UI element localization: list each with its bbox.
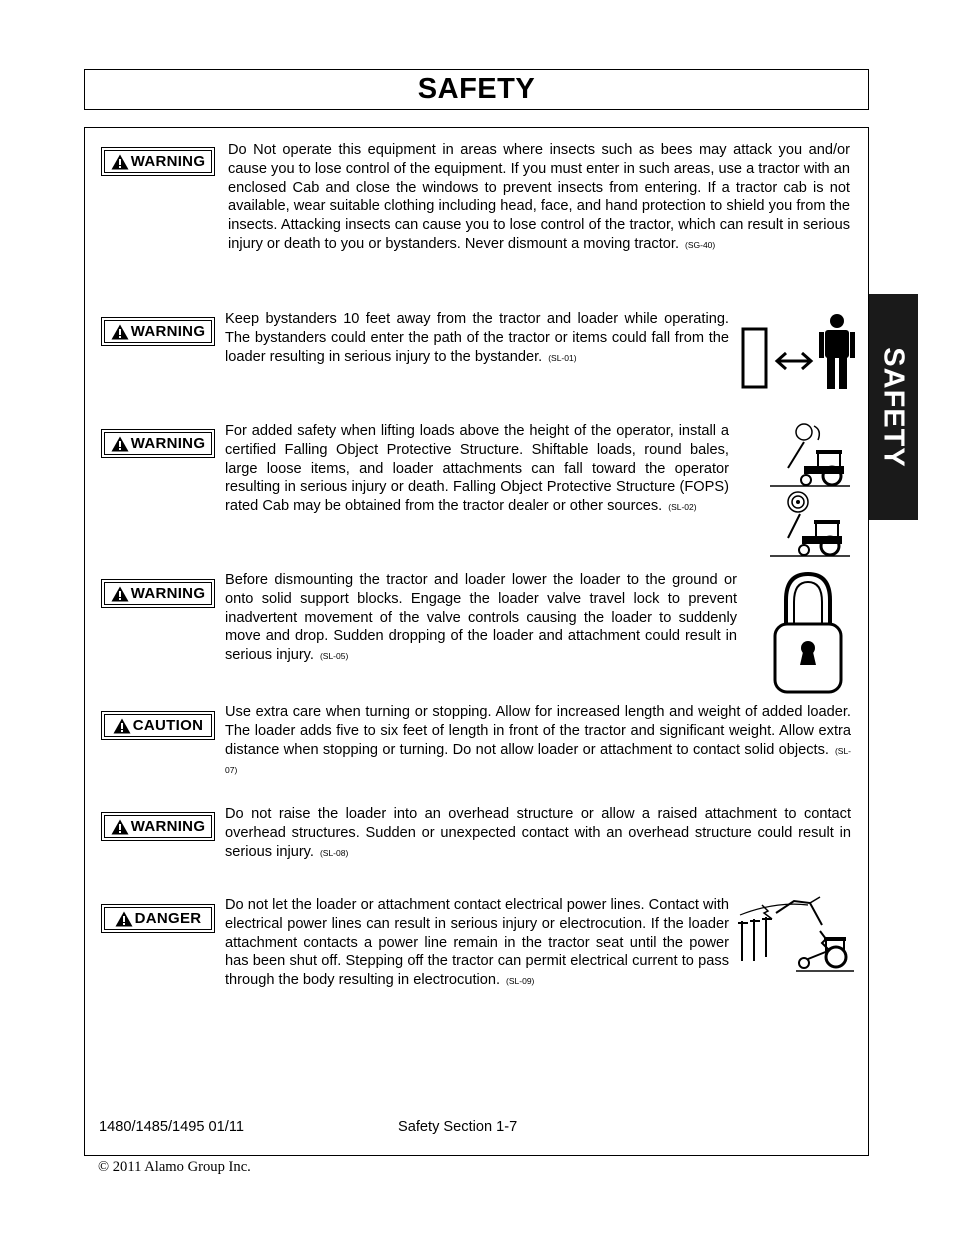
message-code: (SG-40) — [685, 239, 716, 250]
page-header — [84, 69, 869, 110]
falling-object-tractor-icon — [768, 420, 853, 560]
bystander-distance-icon — [740, 312, 855, 392]
alert-triangle-icon — [111, 586, 129, 602]
message-text: Use extra care when turning or stopping. Allow for increased length and weight of added loader. The loader adds five to six feet of length in front of the tractor and significant weight. Allow extra distance when stopping or turning. Do not allow loader or attachment to contact solid objects. — [225, 704, 851, 758]
message-text: For added safety when lifting loads above the height of the operator, install a certified Falling Object Protective Structure. Shiftable loads, round bales, large loose items, and loader attachments can fall toward the operator resulting in serious injury or death. Falling Object Protective Structure (FOPS) rated Cab may be obtained from the tractor dealer or other sources. — [225, 423, 729, 515]
safety-message — [225, 896, 729, 991]
alert-triangle-icon — [113, 718, 131, 734]
signal-word: WARNING — [130, 585, 206, 602]
section-tab-label: SAFETY — [878, 346, 910, 468]
model-date: 1480/1485/1495 01/11 — [99, 1119, 244, 1135]
danger-badge — [101, 904, 215, 933]
message-text: Before dismounting the tractor and loader lower the loader to the ground or onto solid support blocks. Engage the loader valve travel lock to prevent inadvertent movement of the valve controls causing the loader to suddenly move and drop. Sudden dropping of the loader and attachment could result in serious injury. — [225, 572, 737, 664]
alert-triangle-icon — [115, 911, 133, 927]
alert-triangle-icon — [111, 819, 129, 835]
warning-badge — [101, 429, 215, 458]
message-code: (SL-01) — [548, 352, 577, 363]
message-code: (SL-09) — [506, 976, 535, 987]
message-code: (SL-02) — [668, 502, 697, 513]
safety-message — [225, 703, 851, 780]
warning-badge — [101, 147, 215, 176]
message-text: Do not let the loader or attachment contact electrical power lines. Contact with electrical power lines can result in serious injury or electrocution. If the loader attachment contacts a power line remain in the tractor seat until the power has been shut off. Stepping off the tractor can permit electrical current to pass through the body resulting in electrocution. — [225, 897, 729, 989]
alert-triangle-icon — [111, 436, 129, 452]
message-code: (SL-05) — [319, 651, 349, 662]
message-text: Keep bystanders 10 feet away from the tractor and loader while operating. The bystanders could enter the path of the tractor or items could fall from the loader resulting in serious injury to the bystander. — [225, 311, 729, 365]
copyright: © 2011 Alamo Group Inc. — [98, 1159, 251, 1175]
warning-badge — [101, 579, 215, 608]
power-line-electrocution-icon — [736, 895, 856, 975]
signal-word: DANGER — [134, 910, 202, 927]
warning-badge — [101, 317, 215, 346]
alert-triangle-icon — [111, 324, 129, 340]
safety-message — [225, 571, 737, 666]
caution-badge — [101, 711, 215, 740]
warning-badge — [101, 812, 215, 841]
signal-word: WARNING — [130, 153, 206, 170]
safety-message — [225, 422, 729, 517]
signal-word: CAUTION — [132, 717, 204, 734]
section-tab[interactable] — [869, 294, 918, 520]
signal-word: WARNING — [130, 818, 206, 835]
page-number: Safety Section 1-7 — [398, 1119, 518, 1135]
alert-triangle-icon — [111, 154, 129, 170]
padlock-icon — [772, 570, 844, 696]
message-code: (SL-07) — [225, 745, 851, 776]
message-text: Do Not operate this equipment in areas where insects such as bees may attack you and/or cause you to lose control of the equipment. If you must enter in such areas, use a tractor with an enclosed Cab and close the windows to prevent insects from entering. If a tractor cab is not available, wear suitable clothing including head, face, and hand protection to shield you from the insects. Attacking insects can cause you to lose control of the tractor, which can result in serious injury or death to you or bystanders. Never dismount a moving tractor. — [228, 142, 850, 252]
signal-word: WARNING — [130, 435, 206, 452]
message-text: Do not raise the loader into an overhead structure or allow a raised attachment to contact overhead structures. Sudden or unexpected contact with an overhead structure could result in serious injury. — [225, 806, 851, 860]
safety-message — [225, 805, 851, 862]
page-title: SAFETY — [417, 73, 536, 105]
safety-message — [228, 141, 850, 255]
signal-word: WARNING — [130, 323, 206, 340]
message-code: (SL-08) — [319, 847, 349, 858]
safety-message — [225, 310, 729, 367]
